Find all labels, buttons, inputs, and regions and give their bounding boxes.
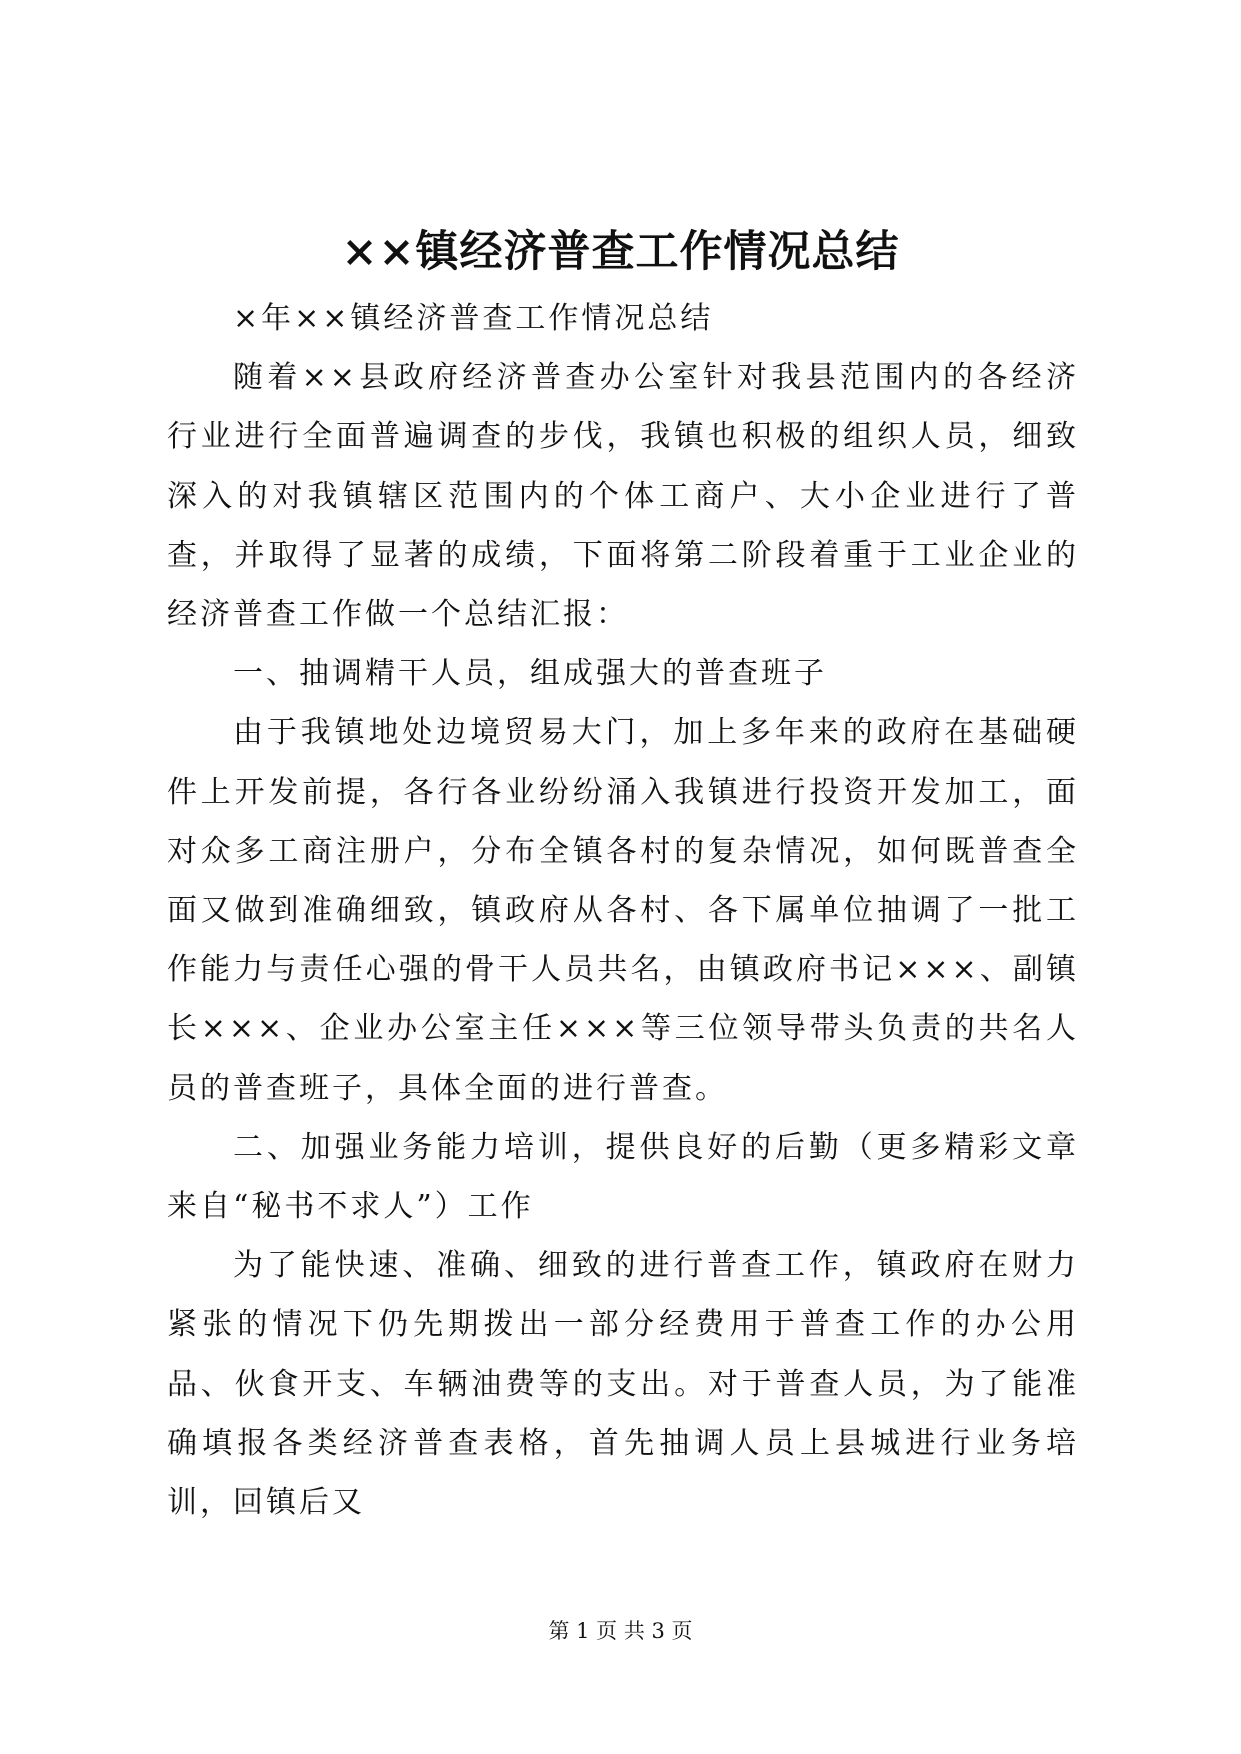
section-heading-1: 一、抽调精干人员，组成强大的普查班子 (233, 656, 827, 692)
intro-paragraph: 随着××县政府经济普查办公室针对我县范围内的各经济行业进行全面普遍调查的步伐，我镇也积极的组织人员，细致深入的对我镇辖区范围内的个体工商户、大小企业进行了普查，并取得了显著的成绩，下面将第二阶段着重于工业企业的经济普查工作做一个总结汇报： (167, 360, 1079, 633)
section-1-paragraph: 由于我镇地处边境贸易大门，加上多年来的政府在基础硬件上开发前提，各行各业纷纷涌入我镇进行投资开发加工，面对众多工商注册户，分布全镇各村的复杂情况，如何既普查全面又做到准确细致，镇政府从各村、各下属单位抽调了一批工作能力与责任心强的骨干人员共名，由镇政府书记×××、副镇长×××、企业办公室主任×××等三位领导带头负责的共名人员的普查班子，具体全面的进行普查。 (167, 715, 1079, 1106)
section-heading-2: 二、加强业务能力培训，提供良好的后勤（更多精彩文章来自“秘书不求人”）工作 (167, 1129, 1079, 1225)
page-number-footer: 第 1 页 共 3 页 (548, 1619, 693, 1643)
subtitle-paragraph: ×年××镇经济普查工作情况总结 (233, 301, 714, 336)
document-title: ××镇经济普查工作情况总结 (341, 227, 900, 277)
section-2-paragraph: 为了能快速、准确、细致的进行普查工作，镇政府在财力紧张的情况下仍先期拨出一部分经费用于普查工作的办公用品、伙食开支、车辆油费等的支出。对于普查人员，为了能准确填报各类经济普查表格，首先抽调人员上县城进行业务培训，回镇后又 (167, 1248, 1079, 1521)
document-body (167, 289, 1079, 1532)
